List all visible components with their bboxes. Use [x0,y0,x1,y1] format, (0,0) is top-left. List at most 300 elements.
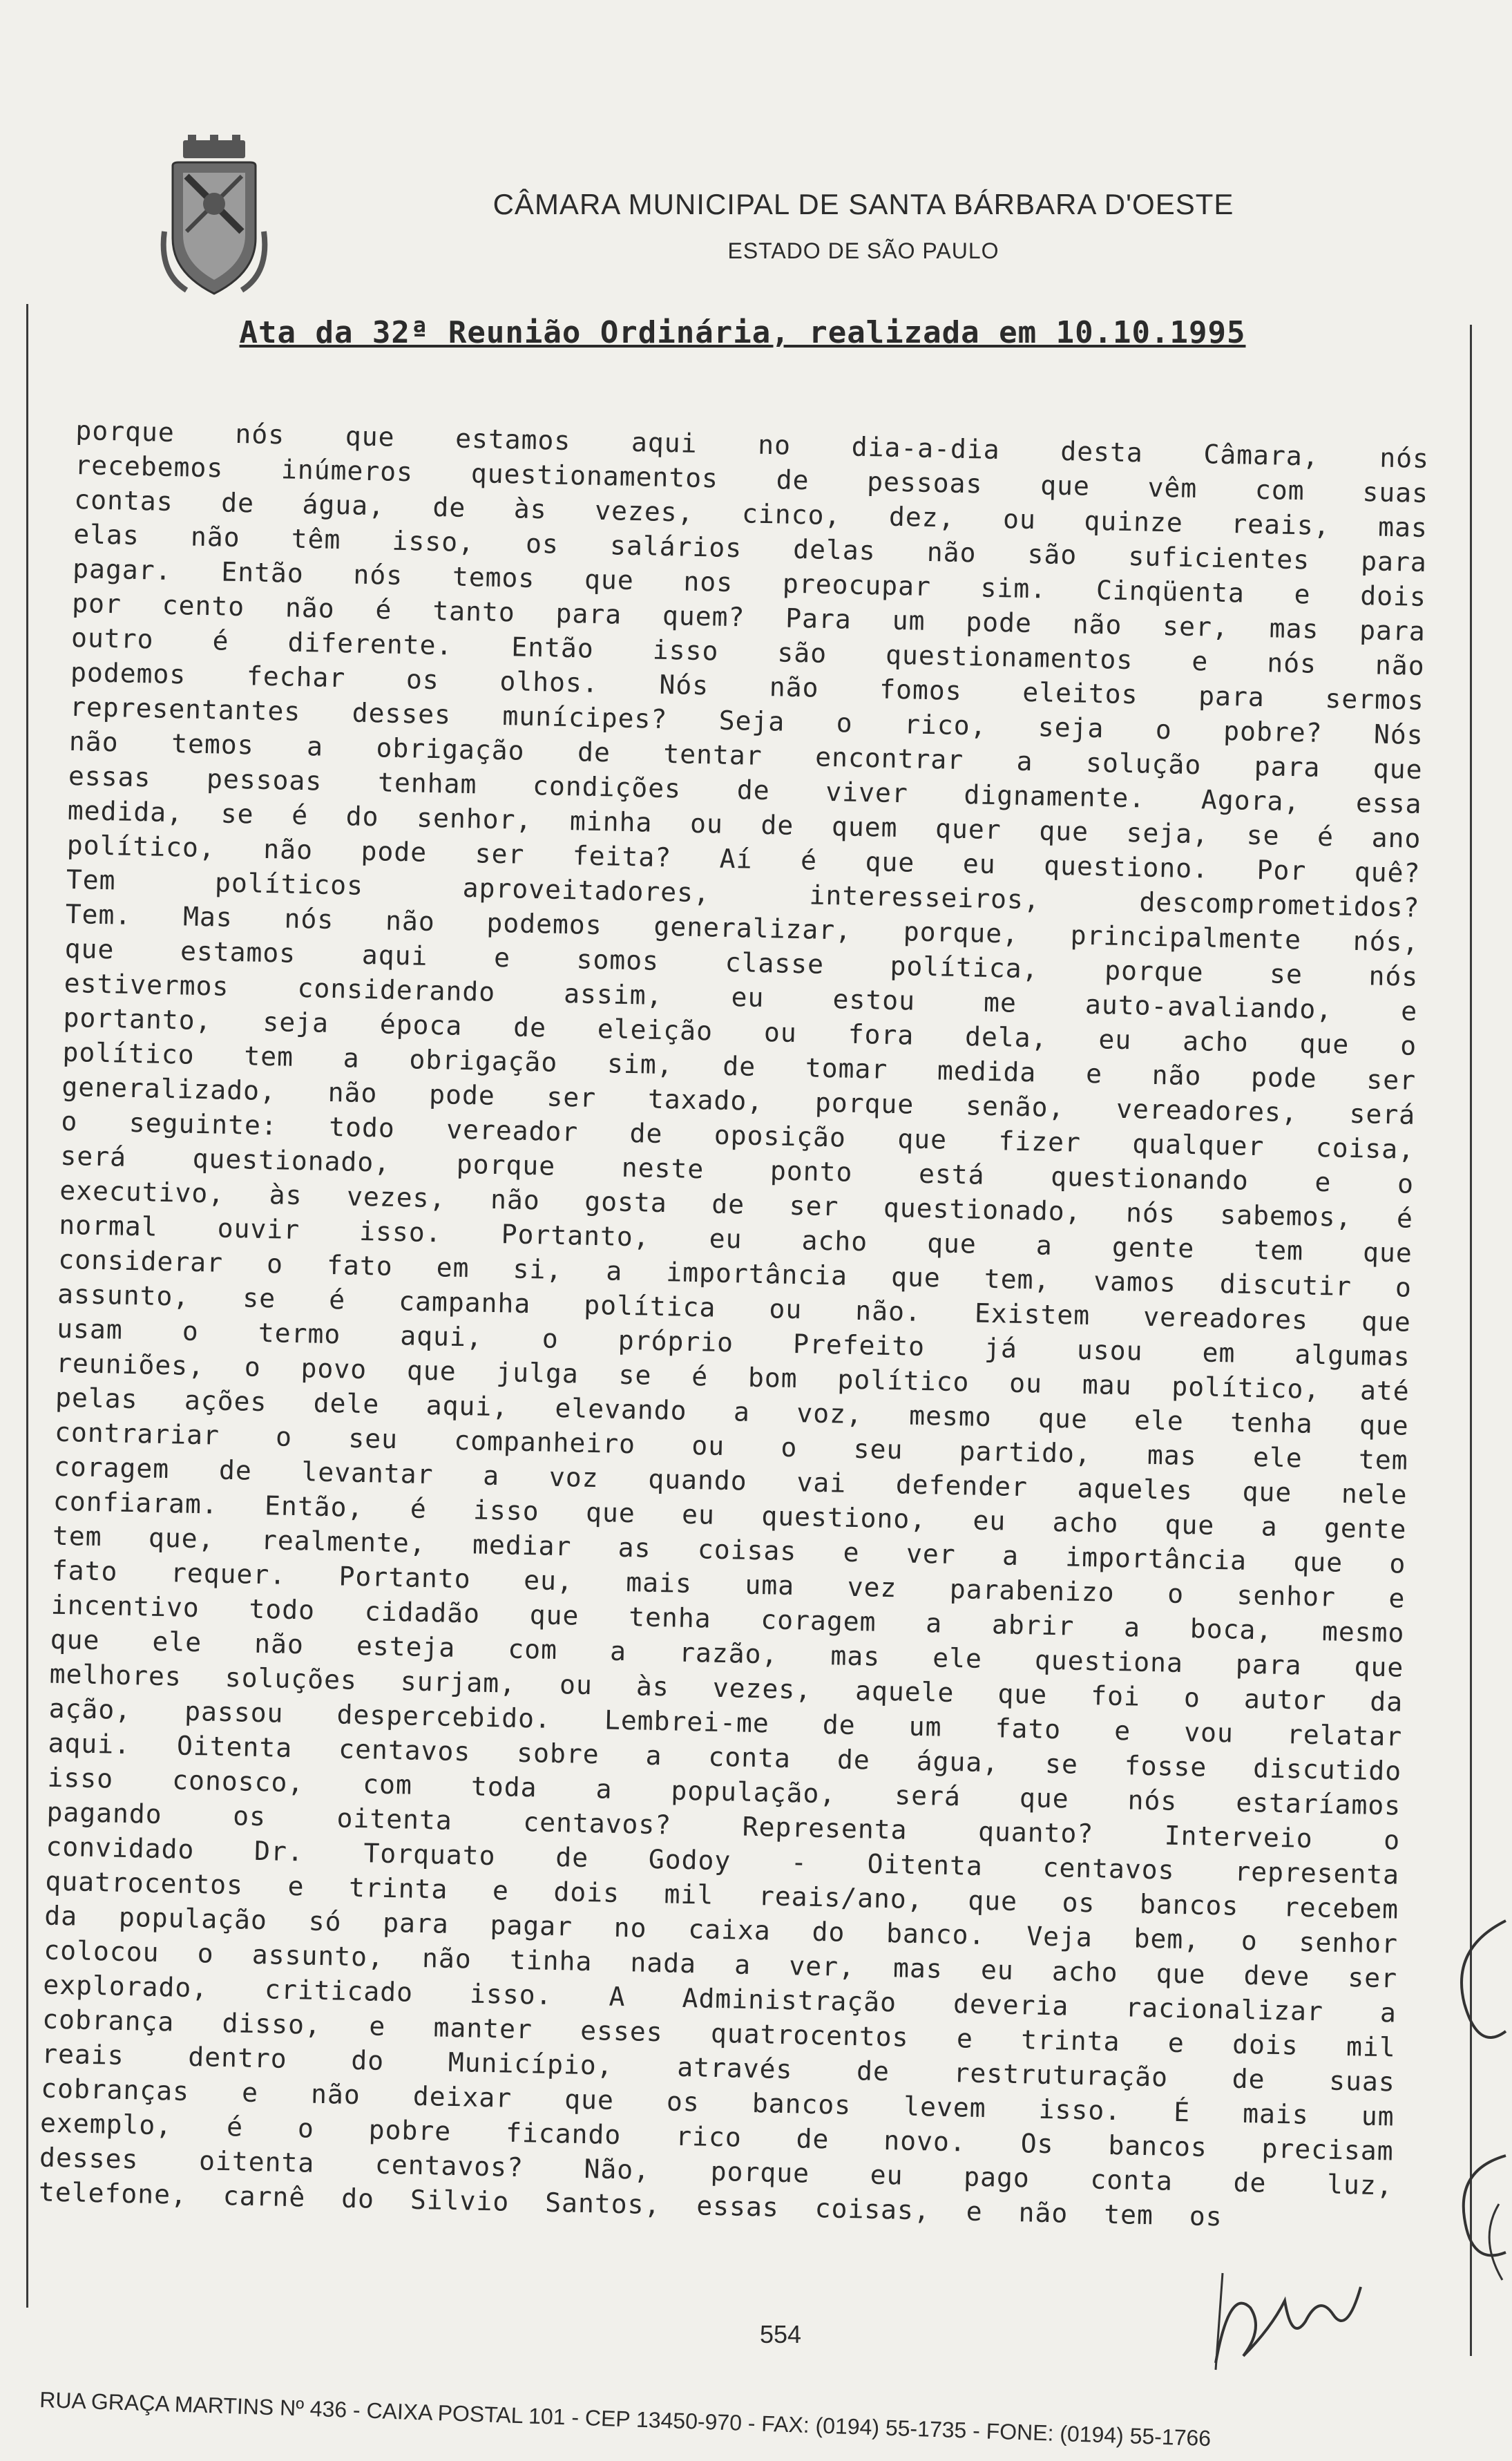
body-word: Os [1020,2128,1054,2160]
body-word: que [1156,1958,1206,1990]
body-word: porque [456,1148,556,1181]
body-word: essas [68,760,151,793]
body-word: descomprometidos? [1139,886,1420,923]
body-word: os [405,664,440,696]
body-word: trinta [1020,2024,1120,2058]
body-word: Então, [264,1490,364,1523]
body-word: seu [347,1423,399,1455]
body-word: disso, [222,2007,322,2040]
institution-name: CÂMARA MUNICIPAL DE SANTA BÁRBARA D'OESTE [492,188,1234,220]
body-word: racionalizar [1125,1992,1324,2027]
body-word: isso, [392,525,475,558]
body-word: não. [854,1295,922,1327]
body-word: vezes, [346,1181,446,1214]
body-word: eu, [523,1564,574,1597]
body-word: melhores [49,1658,182,1692]
body-word: Por [1256,854,1307,886]
body-word: feita? [572,840,672,873]
body-word: uma [745,1569,795,1602]
body-word: Administração [682,1982,897,2018]
body-word: não [253,1628,305,1660]
body-word: a [343,1043,361,1074]
body-word: a [1123,1612,1141,1643]
body-word: de [736,775,771,806]
body-word: pobre? [1223,715,1323,748]
body-word: Município, [448,2046,614,2081]
body-word: reais [41,2038,125,2071]
body-word: ser [1347,1962,1398,1994]
body-word: os [232,1800,267,1832]
body-word: deve [1243,1959,1310,1992]
body-word: todo [328,1111,396,1143]
body-word: realmente, [260,1524,427,1559]
body-word: si, [513,1253,563,1286]
body-word: boca, [1189,1613,1273,1646]
body-word: que [529,1599,580,1631]
body-word: suas [1328,2065,1396,2098]
body-word: porque [710,2156,810,2189]
body-word: mas [1147,1439,1198,1472]
body-word: Prefeito [792,1329,926,1362]
body-word: Nós [659,669,709,701]
body-word: o [182,1315,200,1347]
body-word: diferente. [287,627,453,661]
body-word: que [1038,815,1089,847]
body-word: assunto, [251,1939,385,1973]
body-word: isso [652,634,719,667]
body-word: que [1165,1509,1215,1541]
body-word: não [1375,649,1426,681]
body-word: essa [1355,787,1423,819]
body-word: tem [1358,1444,1409,1476]
body-word: Portanto [338,1561,472,1595]
footer-address: RUA GRAÇA MARTINS Nº 436 - CAIXA POSTAL 101 - CEP 13450-970 - FAX: (0194) 55-1735 - FONE: (0194) 55-1766 [39,2387,1212,2451]
body-word: que [1361,1306,1412,1338]
body-word: quem [831,811,898,844]
body-word: mil [1346,2031,1397,2063]
body-word: será [60,1140,127,1172]
body-word: que [997,1678,1048,1710]
body-word: próprio [618,1324,734,1358]
body-word: criticado [264,1974,414,2008]
body-word: será [1349,1098,1416,1130]
body-word: a [605,1255,623,1286]
body-word: nós [1125,1197,1176,1229]
body-word: será [894,1780,961,1812]
body-word: e [843,1537,861,1568]
body-word: dois [1232,2028,1299,2061]
body-word: é [291,799,309,831]
body-word: nós [1368,960,1419,992]
body-word: e [492,1875,510,1906]
body-word: questiono. [1043,850,1209,884]
body-word: fechar [246,661,346,694]
body-word: a [609,1635,627,1667]
body-word: Oitenta [867,1848,984,1881]
body-word: para [1359,614,1426,647]
body-word: porque [814,1087,915,1120]
body-word: não [385,905,436,938]
body-word: centavos? [522,1807,672,1841]
body-word: eleitos [1022,676,1138,710]
body-word: um [892,605,926,636]
body-word: e [241,2077,259,2109]
body-word: do [345,801,380,833]
body-word: aqui. [48,1727,131,1760]
body-word: não [310,2078,361,2111]
body-word: soluções [224,1662,358,1695]
signature-icon [1202,2245,1368,2384]
body-word: ou [1008,1367,1043,1399]
body-word: a [1016,745,1034,777]
body-word: senhor [1236,1579,1337,1613]
body-word: e [287,1870,305,1902]
body-word: novo. [883,2125,967,2158]
body-word: a [1261,1511,1279,1542]
body-word: em [436,1252,470,1284]
body-word: o [266,1248,284,1280]
body-word: o [542,1323,559,1354]
body-word: que [1372,753,1424,785]
body-word: acho [1052,1506,1119,1539]
body-word: eu [731,982,765,1014]
body-word: para [1254,750,1321,783]
body-word: que [564,2084,615,2116]
body-word: Existem [974,1298,1091,1331]
body-word: povo [300,1353,367,1385]
body-word: o [244,1351,262,1382]
body-word: a [1035,1230,1053,1261]
body-word: e [966,2196,984,2227]
body-word: população, [671,1775,836,1809]
body-word: tem [1253,1234,1304,1266]
body-word: desses [39,2142,139,2175]
body-word: reais/ano, [758,1881,924,1915]
body-word: quinze [1084,505,1184,538]
body-word: aquele [854,1675,955,1709]
body-word: questionado, [883,1192,1082,1227]
body-word: exemplo, [39,2107,173,2141]
body-word: a [1379,1997,1397,2028]
body-word: questiono, [760,1501,927,1535]
body-word: centavos? [374,2149,524,2183]
body-word: o [836,707,854,739]
body-word: contrariar [54,1416,220,1451]
body-word: questionado, [192,1143,391,1178]
body-word: eu [1098,1024,1132,1056]
body-word: o [1389,1548,1406,1579]
body-word: ele [152,1626,202,1658]
margin-signature-icon [1437,1893,1512,2321]
body-word: inúmeros [280,454,414,488]
body-word: têm [291,523,341,555]
body-word: que [345,421,395,453]
body-word: político, [66,829,216,864]
body-word: não [262,833,314,866]
body-word: Veja [1026,1921,1093,1953]
body-word: que [1040,470,1091,502]
body-word: pago [963,2161,1031,2194]
body-word: passou [184,1695,284,1729]
body-word: ser [546,1081,597,1113]
body-word: rico [675,2120,743,2153]
body-word: voz, [796,1398,863,1430]
body-word: para [1360,546,1428,578]
body-word: Dr. [253,1835,305,1868]
body-word: tanto [432,595,516,628]
body-word: Portanto, [501,1219,651,1253]
body-word: político [62,1036,195,1070]
body-word: se [242,1282,276,1314]
body-word: Representa [742,1811,908,1845]
body-word: isso. [469,1978,553,2011]
body-word: Santos, [544,2187,661,2221]
body-word: bom [747,1362,798,1394]
body-word: Godoy [648,1843,731,1876]
body-word: aqueles [1077,1472,1194,1506]
body-word: dois [1359,580,1427,612]
body-word: Tem. [65,898,132,931]
body-word: ouvir [217,1213,300,1246]
body-word: isso. [1038,2093,1122,2127]
body-word: no [613,1912,648,1944]
body-word: a [733,1396,751,1427]
body-word: às [269,1179,303,1211]
body-word: o [197,1938,215,1969]
body-word: não [490,1184,541,1216]
body-word: vêm [1147,472,1198,504]
body-word: que [585,1496,636,1529]
body-word: que [584,564,635,596]
body-word: estamos [454,423,571,457]
body-word: isso. [358,1215,443,1248]
body-word: obrigação [376,732,525,766]
body-word: sabemos, [1219,1199,1352,1233]
body-word: usou [1076,1334,1144,1367]
body-word: condições [532,770,682,804]
body-word: político, [1171,1371,1321,1405]
body-word: eu [973,1505,1006,1537]
body-word: com [1254,474,1305,506]
body-word: eu [962,848,997,880]
body-word: os [666,2086,700,2118]
body-word: relatar [1286,1719,1403,1752]
body-word: nos [683,566,734,598]
body-word: e [493,942,511,973]
body-word: se [1246,819,1280,851]
body-word: desses [352,697,452,730]
body-word: e [1113,1715,1131,1747]
body-word: que [967,1885,1018,1917]
body-word: quanto? [977,1816,1094,1850]
body-word: desta [1060,435,1144,468]
body-word: vereador [446,1114,579,1148]
body-word: tenham [377,767,477,800]
body-word: o [1395,1272,1413,1303]
body-word: ou [769,1293,803,1325]
body-word: da [1369,1686,1404,1718]
body-word: medida [937,1055,1037,1088]
body-word: vereadores, [1116,1093,1299,1128]
body-word: com [507,1633,558,1665]
body-word: preocupar [782,568,932,602]
body-word: estamos [180,935,296,969]
body-word: que [1359,1409,1410,1441]
body-word: pagar. [72,553,172,586]
body-word: que [897,1123,948,1155]
body-word: pagando [46,1796,163,1830]
body-word: e [1400,996,1418,1027]
body-word: o [1241,1925,1259,1957]
body-word: fizer [998,1125,1082,1158]
body-word: Câmara, [1203,439,1320,472]
body-word: o [1183,1682,1201,1713]
body-word: conta [708,1741,792,1774]
body-word: levem [903,2091,987,2124]
body-word: os [1062,1887,1095,1919]
body-word: interesseiros, [809,880,1041,915]
body-word: neste [621,1152,705,1185]
body-word: fora [848,1018,915,1051]
body-word: principalmente [1070,920,1302,956]
body-word: questionamentos [885,639,1133,676]
body-word: não [1072,609,1122,640]
body-word: recebem [1283,1892,1399,1925]
body-word: vamos [1093,1266,1177,1298]
body-word: do [350,2044,385,2076]
body-word: mas [1269,613,1319,645]
body-word: quatrocentos [710,2017,910,2053]
body-word: que [406,1355,457,1387]
body-word: às [513,493,548,525]
body-word: se [1044,1748,1079,1780]
body-word: fato [326,1249,394,1282]
body-word: levantar [301,1456,434,1490]
body-word: quer [935,813,1002,846]
body-word: população [118,1901,268,1936]
body-word: acho [1182,1025,1250,1058]
body-word: oposição [714,1119,847,1153]
body-word: defender [895,1469,1028,1503]
body-word: viver [825,776,909,809]
body-word: de [856,2055,890,2087]
body-word: que [926,1228,977,1260]
body-word: surjam, [400,1666,517,1699]
body-word: ele [1252,1442,1303,1474]
body-word: nós [1266,647,1317,679]
body-word: salários [609,530,743,564]
body-word: o [781,1432,798,1463]
body-word: não [1151,1059,1202,1092]
body-word: pode [1250,1061,1318,1094]
body-word: ser [789,1190,839,1222]
body-word: o [275,1421,293,1452]
body-word: é [328,1284,346,1315]
body-word: coisas, [814,2192,931,2226]
body-word: dez, [888,501,955,533]
body-word: Então [510,631,595,664]
body-word: aqui [631,426,698,459]
body-word: executivo, [59,1175,225,1209]
body-word: eu [681,1499,716,1530]
body-word: podemos [70,656,186,690]
body-word: pode [428,1079,496,1111]
body-word: porque, [903,916,1020,949]
body-word: companheiro [453,1425,636,1460]
body-word: é [1396,1203,1414,1234]
body-word: caixa [687,1914,772,1946]
body-word: dele [313,1387,380,1420]
body-word: coisas [697,1534,797,1567]
body-word: assunto, [57,1278,190,1312]
body-word: estou [832,984,916,1016]
body-word: importância [1064,1541,1247,1576]
body-word: voz [548,1461,600,1494]
body-word: considerando [297,972,496,1007]
body-word: mil [664,1879,714,1910]
body-word: generalizar, [653,911,852,946]
body-word: dentro [187,2041,288,2074]
body-word: nós [235,418,285,450]
body-word: discutido [1252,1753,1402,1787]
body-word: elevando [555,1392,688,1426]
body-word: obrigação [409,1044,558,1078]
body-word: podemos [486,907,603,941]
body-word: centavos [338,1733,471,1767]
body-word: elas [73,518,140,551]
body-word: a [645,1740,662,1771]
body-word: de [513,1011,547,1043]
body-word: quando [647,1463,748,1496]
body-word: auto-avaliando, [1084,989,1333,1025]
body-word: quatrocentos [45,1865,244,1901]
body-word: é [800,845,818,876]
body-word: Seja [718,705,785,737]
body-word: trinta [348,1872,448,1905]
body-word: olhos. [499,665,600,699]
minutes-title: Ata da 32ª Reunião Ordinária, realizada em 10.10.1995 [239,315,1246,350]
body-word: pagar [490,1910,573,1942]
body-word: eu [980,1954,1015,1986]
body-word: seguinte: [128,1107,278,1141]
body-word: tem [1103,2198,1154,2231]
body-word: incentivo [50,1589,200,1624]
body-word: seu [853,1433,903,1465]
body-word: o [61,1105,78,1137]
body-word: mau [1082,1369,1132,1401]
body-word: de [220,487,255,519]
body-word: a [482,1460,500,1492]
body-word: vai [796,1467,847,1499]
body-word: de [1232,2063,1266,2095]
body-word: e [1388,1583,1406,1614]
body-word: cento [162,589,245,623]
body-word: explorado, [42,1969,209,2004]
body-word: acho [801,1225,868,1257]
body-word: sobre [516,1737,600,1770]
body-word: bancos [752,2088,852,2121]
body-word: precisam [1261,2133,1395,2167]
body-word: dia-a-dia [851,431,1001,466]
body-word: o [297,2113,315,2144]
body-word: ser [1366,1064,1417,1096]
body-word: fato [995,1713,1062,1745]
body-word: convidado [46,1831,195,1865]
body-word: de [711,1188,745,1220]
body-word: manter [433,2012,533,2045]
body-word: esses [580,2015,664,2048]
body-word: a [1002,1540,1020,1571]
